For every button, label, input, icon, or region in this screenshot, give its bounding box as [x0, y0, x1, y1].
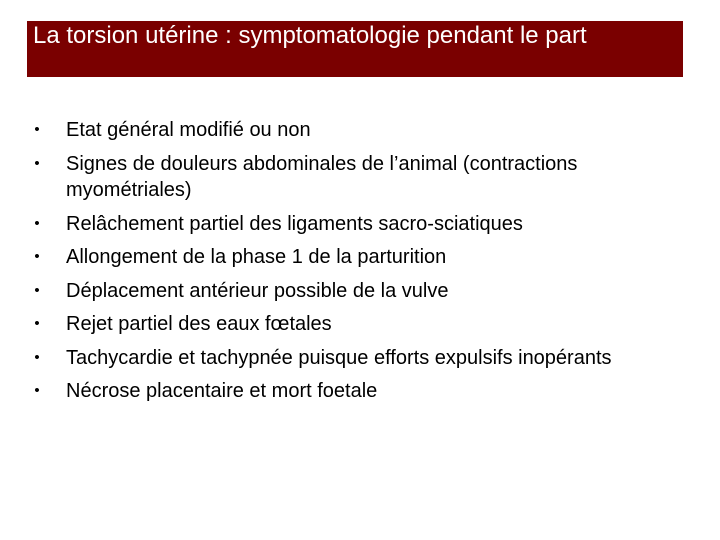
bullet-item-abdominal-pain: [30, 151, 690, 204]
slide-title-bar: [27, 21, 683, 77]
bullet-list: [30, 117, 690, 412]
bullet-dot-icon: •: [34, 382, 40, 399]
bullet-text: Rejet partiel des eaux fœtales: [66, 313, 332, 335]
bullet-dot-icon: •: [34, 154, 40, 172]
bullet-item-ligaments: [30, 211, 690, 238]
bullet-dot-icon: •: [34, 315, 40, 332]
bullet-dot-icon: •: [34, 348, 40, 366]
bullet-text: Signes de douleurs abdominales de l’animal (contractions myométriales): [66, 152, 578, 201]
bullet-dot-icon: •: [34, 121, 40, 138]
bullet-item-vulva: [30, 278, 690, 305]
bullet-item-necrosis: [30, 378, 690, 405]
bullet-text: Tachycardie et tachypnée puisque efforts expulsifs inopérants: [66, 346, 612, 369]
bullet-item-tachycardia: [30, 345, 690, 372]
bullet-text: Nécrose placentaire et mort foetale: [66, 380, 378, 402]
bullet-text: Déplacement antérieur possible de la vulve: [66, 279, 449, 302]
bullet-dot-icon: •: [34, 248, 40, 265]
bullet-dot-icon: •: [34, 214, 40, 232]
bullet-text: Etat général modifié ou non: [66, 119, 311, 141]
bullet-text: Relâchement partiel des ligaments sacro-sciatiques: [66, 212, 523, 235]
bullet-item-fetal-waters: [30, 311, 690, 338]
slide-title: La torsion utérine : symptomatologie pendant le part: [33, 22, 587, 49]
bullet-text: Allongement de la phase 1 de la parturition: [66, 246, 447, 268]
bullet-dot-icon: •: [34, 281, 40, 299]
bullet-item-general-state: [30, 117, 690, 144]
bullet-item-phase-one: [30, 244, 690, 271]
